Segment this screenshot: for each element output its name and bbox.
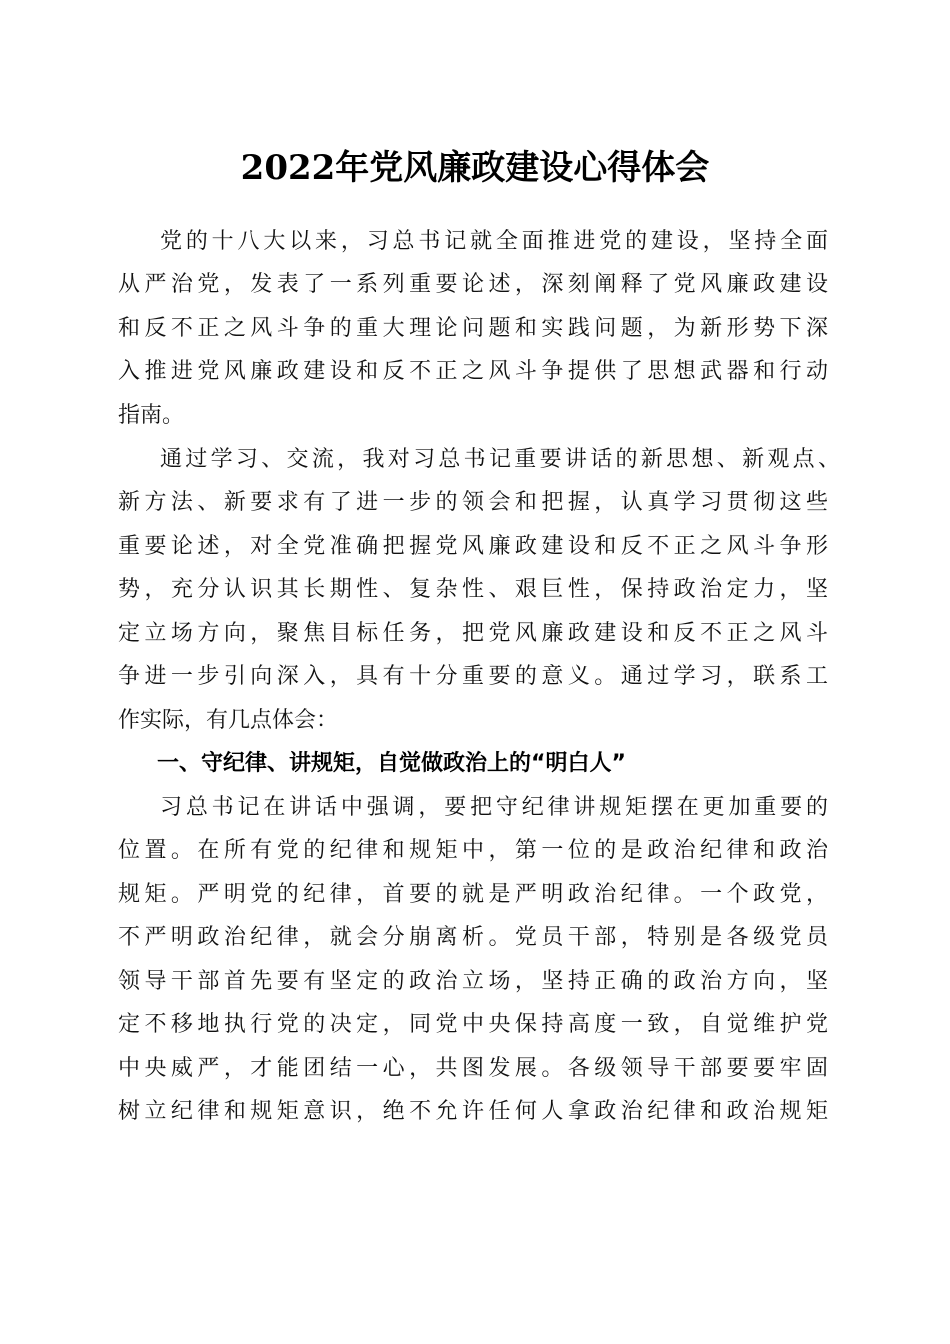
paragraph-2-line-6: 争进一步引向深入，具有十分重要的意义。通过学习，联系工: [118, 664, 828, 689]
paragraph-2-line-4: 势，充分认识其长期性、复杂性、艰巨性，保持政治定力，坚: [118, 577, 828, 602]
paragraph-3-line-5: 领导干部首先要有坚定的政治立场，坚持正确的政治方向，坚: [118, 969, 828, 994]
paragraph-3-line-8: 树立纪律和规矩意识，绝不允许任何人拿政治纪律和政治规矩: [118, 1099, 828, 1124]
paragraph-2-line-2: 新方法、新要求有了进一步的领会和把握，认真学习贯彻这些: [118, 490, 828, 515]
paragraph-3-line-7: 中央威严，才能团结一心，共图发展。各级领导干部要要牢固: [118, 1056, 828, 1081]
paragraph-3-line-2: 位置。在所有党的纪律和规矩中，第一位的是政治纪律和政治: [118, 838, 828, 863]
paragraph-2-line-7: 作实际，有几点体会：: [118, 708, 339, 733]
paragraph-3-line-3: 规矩。严明党的纪律，首要的就是严明政治纪律。一个政党，: [118, 882, 828, 907]
paragraph-1-line-3: 和反不正之风斗争的重大理论问题和实践问题，为新形势下深: [118, 316, 828, 341]
document-title: 2022年党风廉政建设心得体会: [240, 148, 710, 188]
paragraph-3-line-4: 不严明政治纪律，就会分崩离析。党员干部，特别是各级党员: [118, 925, 828, 950]
paragraph-3-line-1: 习总书记在讲话中强调，要把守纪律讲规矩摆在更加重要的: [160, 795, 828, 820]
paragraph-2-line-5: 定立场方向，聚焦目标任务，把党风廉政建设和反不正之风斗: [118, 621, 828, 646]
paragraph-1-line-1: 党的十八大以来，习总书记就全面推进党的建设，坚持全面: [160, 229, 828, 254]
paragraph-2-line-1: 通过学习、交流，我对习总书记重要讲话的新思想、新观点、: [160, 447, 840, 472]
paragraph-1-line-2: 从严治党，发表了一系列重要论述，深刻阐释了党风廉政建设: [118, 272, 828, 297]
section-heading-1: 一、守纪律、讲规矩，自觉做政治上的“明白人”: [157, 751, 626, 776]
paragraph-1-line-4: 入推进党风廉政建设和反不正之风斗争提供了思想武器和行动: [118, 359, 828, 384]
paragraph-1-line-5: 指南。: [118, 403, 185, 428]
paragraph-3-line-6: 定不移地执行党的决定，同党中央保持高度一致，自觉维护党: [118, 1012, 828, 1037]
paragraph-2-line-3: 重要论述，对全党准确把握党风廉政建设和反不正之风斗争形: [118, 534, 828, 559]
